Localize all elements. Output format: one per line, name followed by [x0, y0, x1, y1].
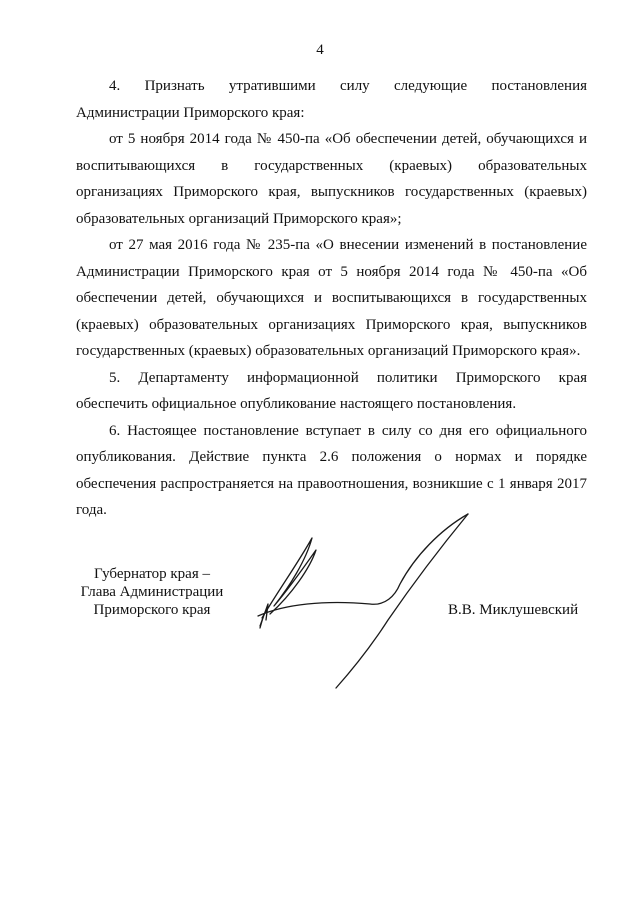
page-number: 4: [316, 42, 324, 58]
paragraph-item-5: 5. Департаменту информационной политики Приморского края обеспечить официальное опубликование настоящего постановления.: [76, 369, 587, 412]
paragraph-item-6: 6. Настоящее постановление вступает в силу со дня его официального опубликования. Действие пункта 2.6 положения о нормах и порядке обеспечения распространяется на правоотношения, возникшие с 1 января 2017 года.: [76, 422, 587, 518]
paragraph-repeal-450: от 5 ноября 2014 года № 450-па «Об обеспечении детей, обучающихся и воспитывающихся в государственных (краевых) образовательных организациях Приморского края, выпускников государственных (краевых) образовательных организаций Приморского края»;: [76, 131, 587, 227]
signatory-title-line: Приморского края: [93, 602, 211, 618]
handwritten-signature-icon: [240, 508, 480, 698]
signatory-title-line: Глава Администрации: [80, 584, 224, 600]
document-body: [76, 73, 587, 524]
signatory-title-line: Губернатор края –: [94, 566, 210, 582]
paragraph-repeal-235: от 27 мая 2016 года № 235-па «О внесении изменений в постановление Администрации Приморского края от 5 ноября 2014 года № 450-па «Об обеспечении детей, обучающихся и воспитывающихся в государственных (краевых) образовательных организациях Приморского края, выпускников государственных (краевых) образовательных организаций Приморского края».: [76, 237, 587, 359]
signer-name: В.В. Миклушевский: [448, 602, 579, 618]
paragraph-item-4: 4. Признать утратившими силу следующие постановления Администрации Приморского края:: [76, 78, 587, 121]
signatory-title: [72, 565, 232, 619]
